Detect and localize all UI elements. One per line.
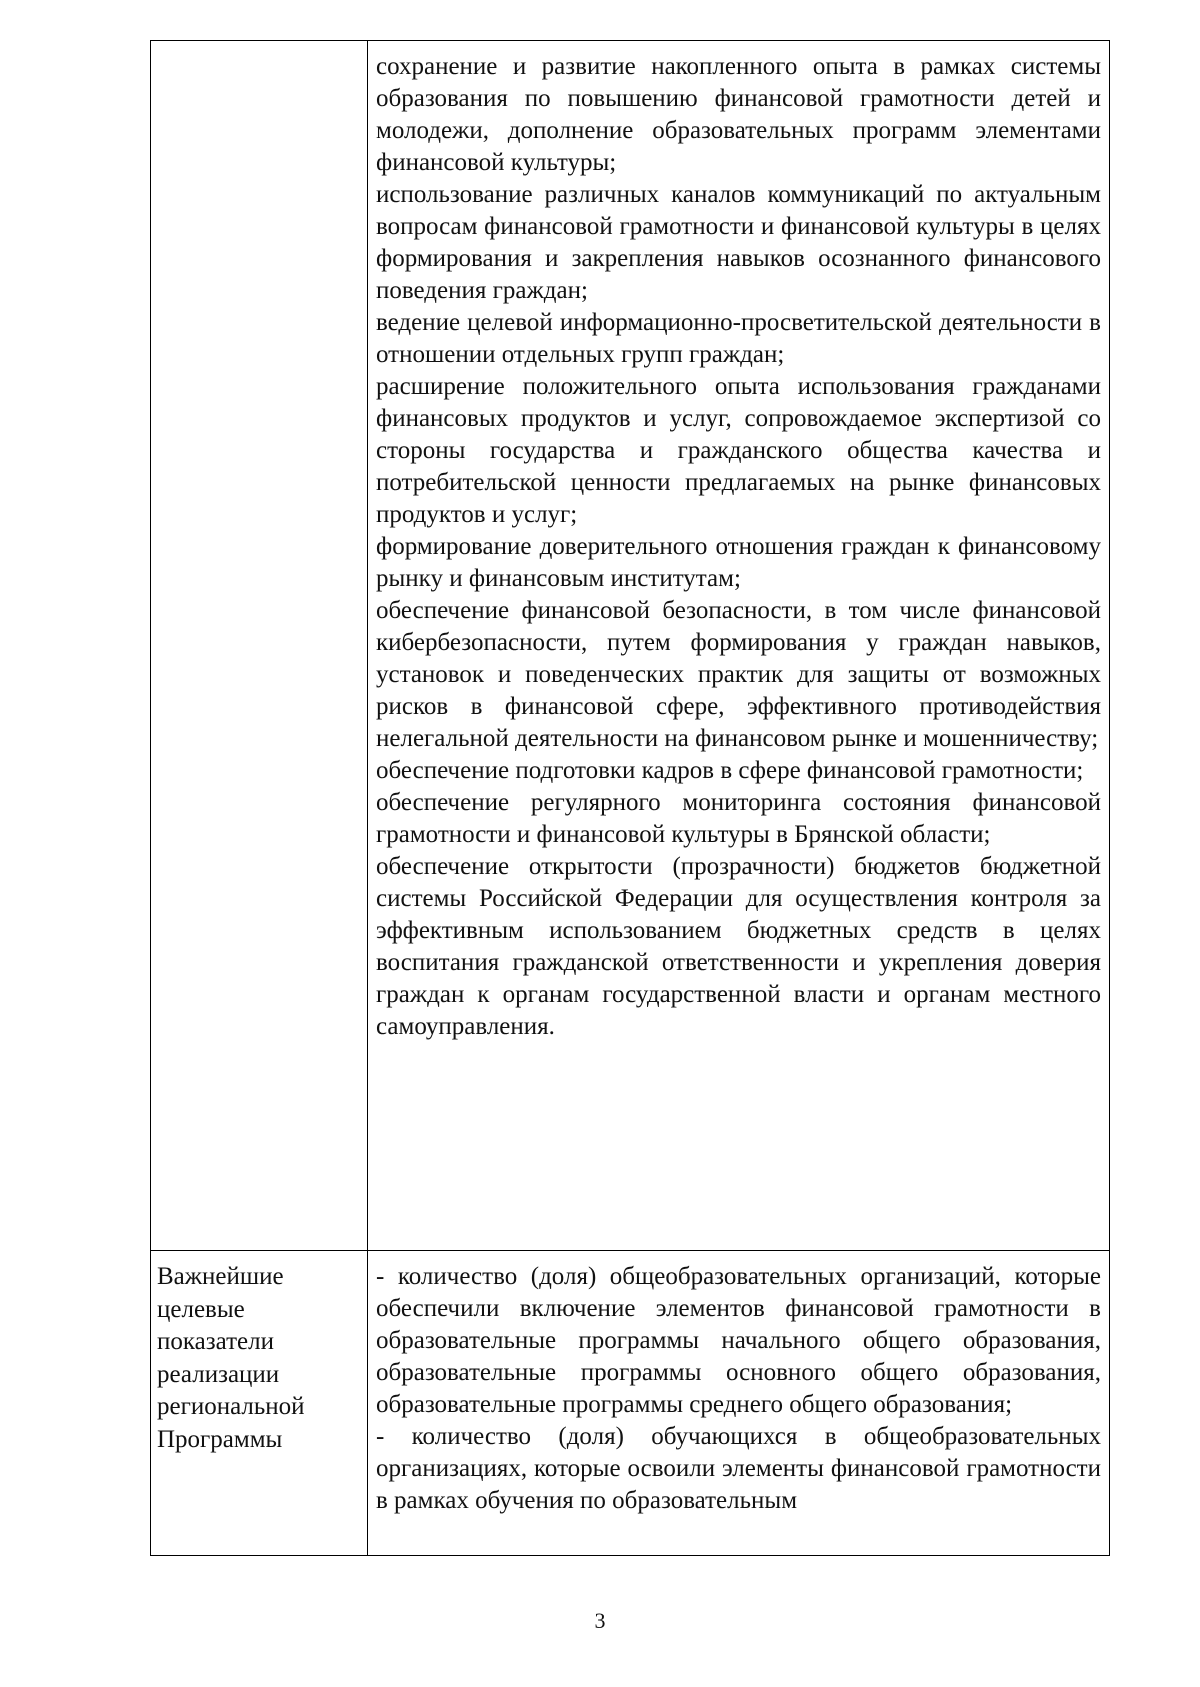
row1-content-cell [368,41,1109,1251]
objective-paragraph: обеспечение открытости (прозрачности) бюджетов бюджетной системы Российской Федерации для осуществления контроля за эффективным использованием бюджетных средств в целях воспитания гражданской ответственности и укрепления доверия граждан к органам государственной власти и органам местного самоуправления. [376,853,1101,1040]
objective-paragraph: обеспечение финансовой безопасности, в том числе финансовой кибербезопасности, путем формирования у граждан навыков, установок и поведенческих практик для защиты от возможных рисков в финансовой сфере, эффективного противодействия нелегальной деятельности на финансовом рынке и мошенничеству; [376,597,1101,752]
objective-paragraph: использование различных каналов коммуникаций по актуальным вопросам финансовой грамотности и финансовой культуры в целях формирования и закрепления навыков осознанного финансового поведения граждан; [376,181,1101,304]
objective-paragraph: сохранение и развитие накопленного опыта в рамках системы образования по повышению финансовой грамотности детей и молодежи, дополнение образовательных программ элементами финансовой культуры; [376,53,1101,176]
indicator-paragraph: - количество (доля) обучающихся в общеобразовательных организациях, которые освоили элементы финансовой грамотности в рамках обучения по образовательным [376,1423,1101,1514]
row2-content-cell [368,1251,1109,1555]
row1-label-cell [151,41,368,1251]
objective-paragraph: обеспечение регулярного мониторинга состояния финансовой грамотности и финансовой культуры в Брянской области; [376,789,1101,848]
page-number: 3 [594,1608,606,1633]
row2-label-cell [151,1251,368,1555]
row2-label: Важнейшие целевые показатели реализации региональной Программы [157,1263,305,1453]
objective-paragraph: ведение целевой информационно-просветительской деятельности в отношении отдельных групп граждан; [376,309,1101,368]
document-table [150,40,1110,1556]
objective-paragraph: формирование доверительного отношения граждан к финансовому рынку и финансовым институтам; [376,533,1101,592]
indicator-paragraph: - количество (доля) общеобразовательных организаций, которые обеспечили включение элементов финансовой грамотности в образовательные программы начального общего образования, образовательные программы основного общего образования, образовательные программы среднего общего образования; [376,1263,1101,1418]
objective-paragraph: обеспечение подготовки кадров в сфере финансовой грамотности; [376,757,1084,784]
objective-paragraph: расширение положительного опыта использования гражданами финансовых продуктов и услуг, сопровождаемое экспертизой со стороны государства и гражданского общества качества и потребительской ценности предлагаемых на рынке финансовых продуктов и услуг; [376,373,1101,528]
